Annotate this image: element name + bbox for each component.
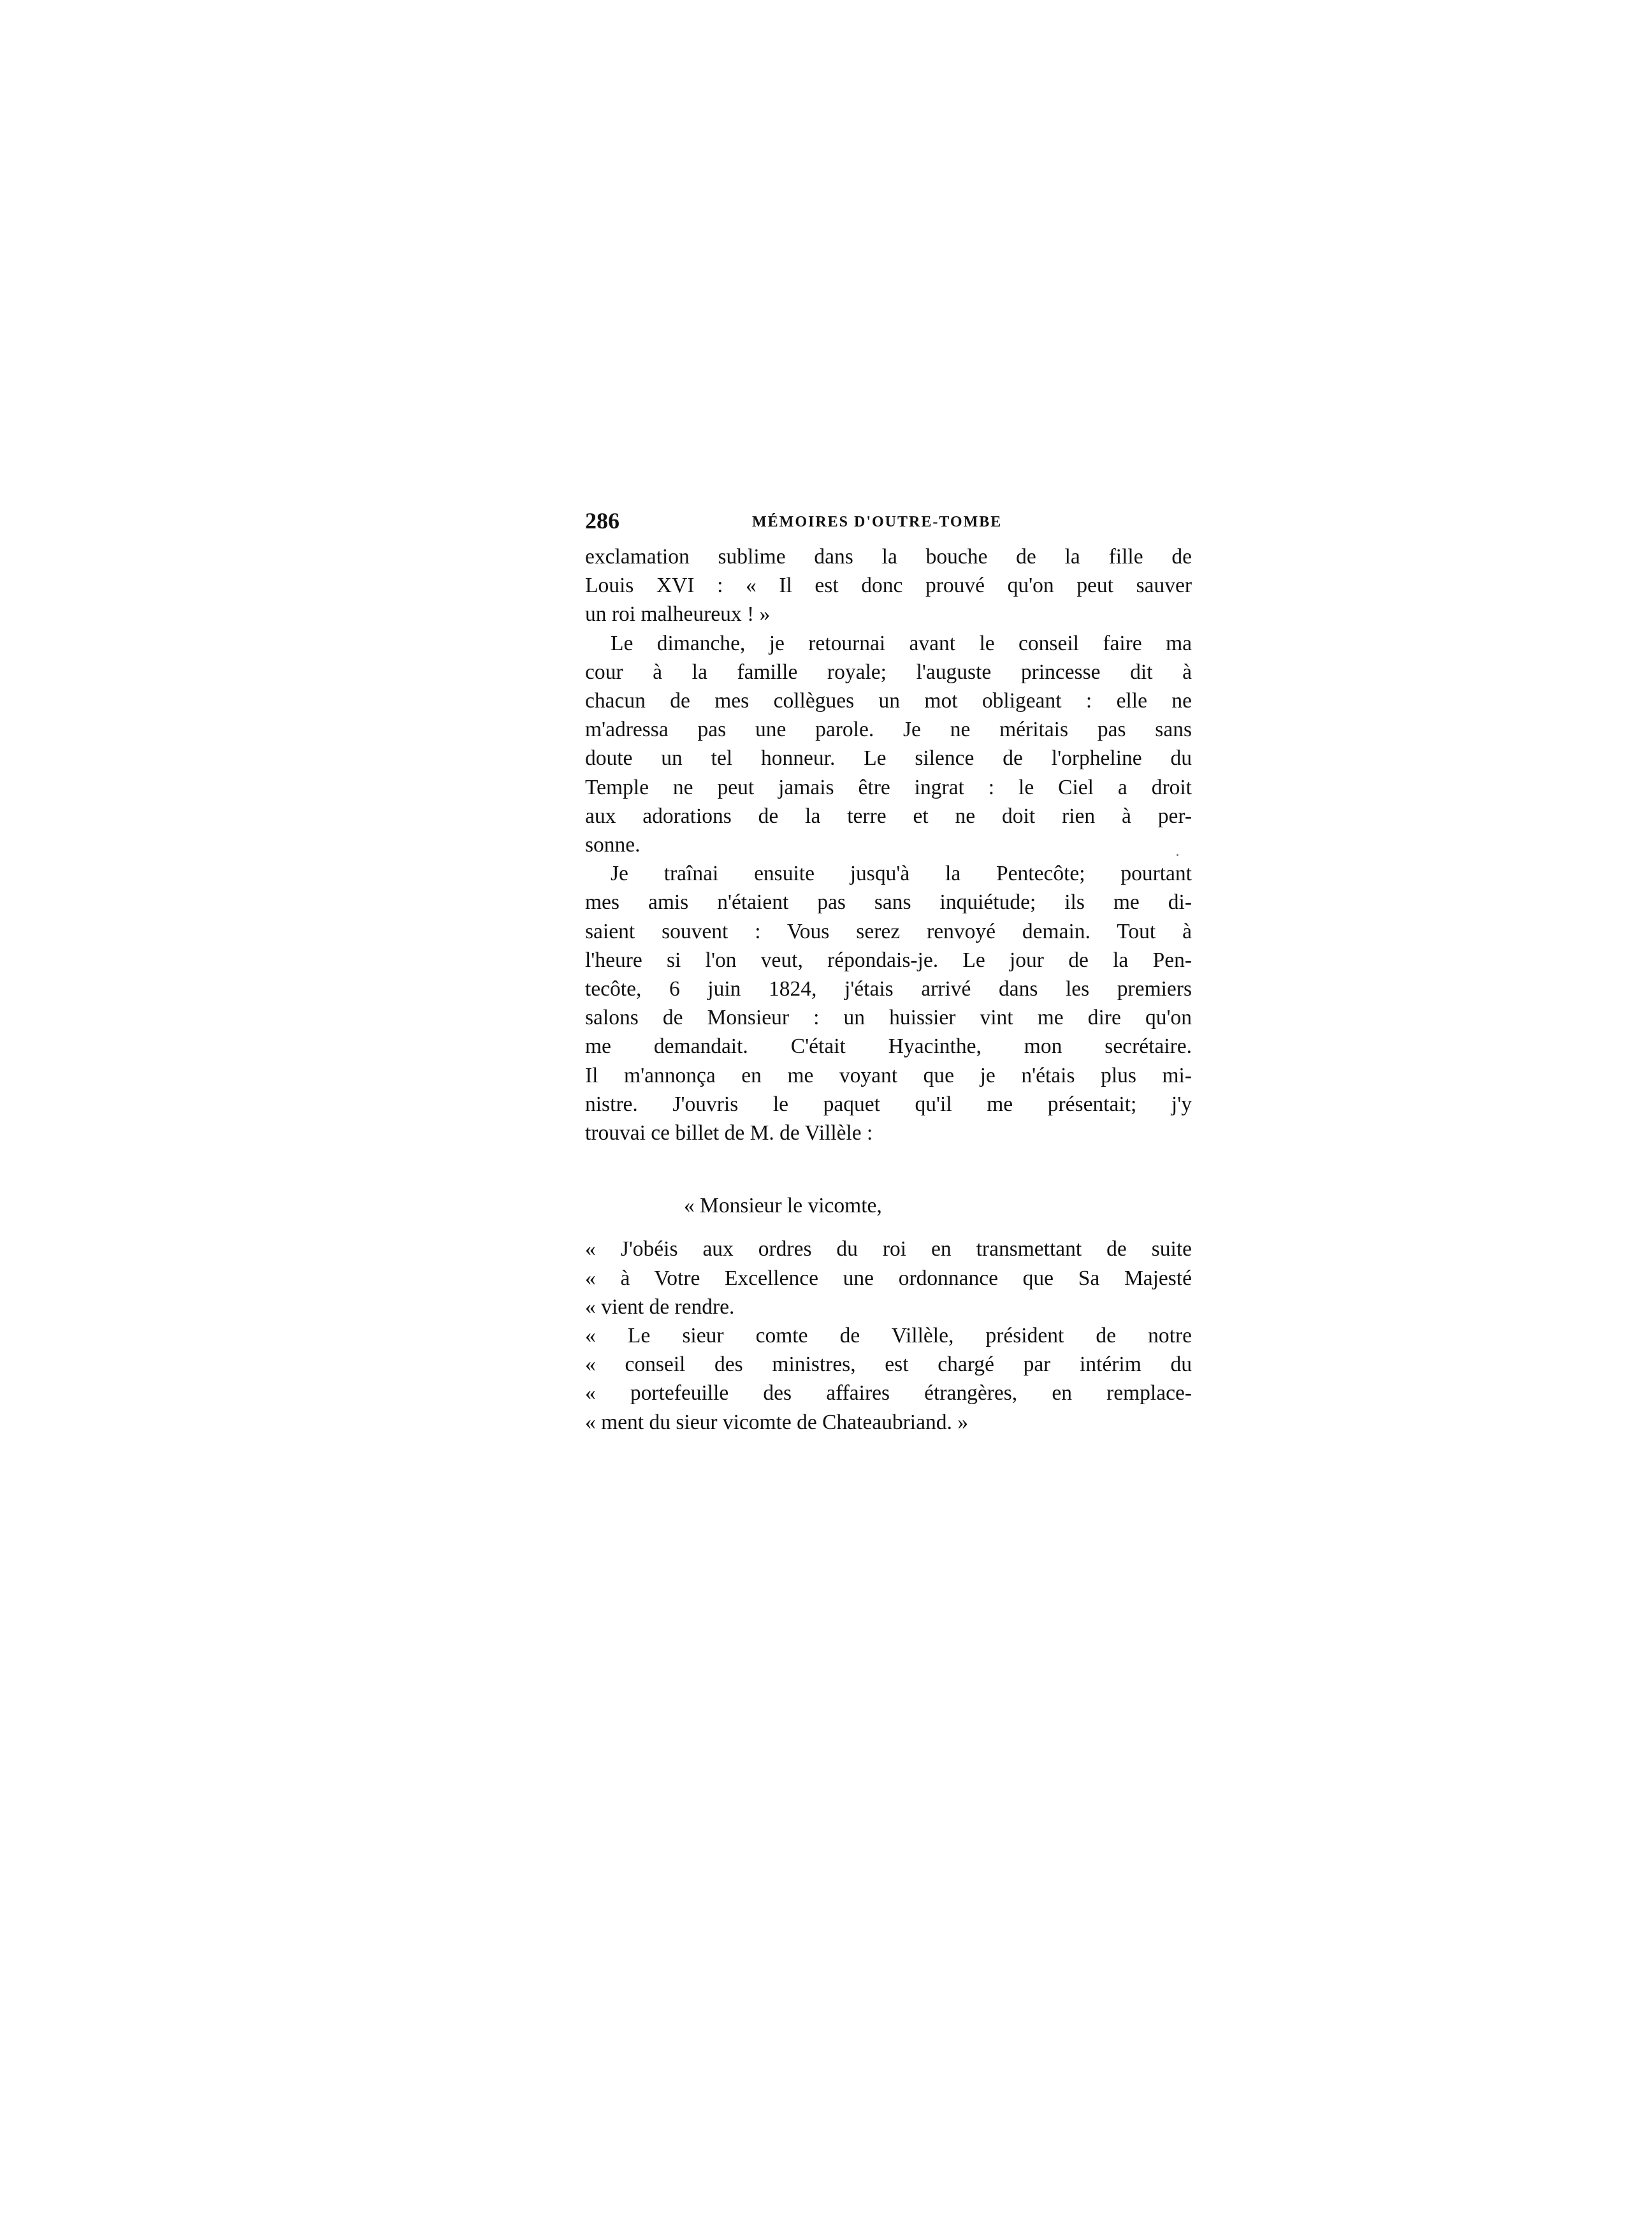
book-page — [585, 507, 1192, 1437]
text-line: un roi malheureux ! » — [585, 602, 771, 627]
text-line: Je traînai ensuite jusqu'à la Pentecôte; pourtant — [611, 862, 1192, 886]
text-line: chacun de mes collègues un mot obligeant : elle ne — [585, 689, 1192, 713]
text-line: exclamation sublime dans la bouche de la fille de — [585, 545, 1192, 569]
letter-line: « Le sieur comte de Villèle, président de notre — [585, 1324, 1192, 1348]
page-header — [585, 507, 1192, 542]
letter-line: « J'obéis aux ordres du roi en transmettant de suite — [585, 1237, 1192, 1261]
text-line: aux adorations de la terre et ne doit rien à per- — [585, 804, 1192, 828]
text-line: tecôte, 6 juin 1824, j'étais arrivé dans les premiers — [585, 977, 1192, 1001]
letter-line: « conseil des ministres, est chargé par intérim du — [585, 1353, 1192, 1377]
paragraph-3 — [585, 859, 1192, 1147]
text-line: salons de Monsieur : un huissier vint me dire qu'on — [585, 1006, 1192, 1030]
letter-line: « ment du sieur vicomte de Chateaubriand. » — [585, 1410, 968, 1434]
text-line: saient souvent : Vous serez renvoyé demain. Tout à — [585, 919, 1192, 943]
running-title: MÉMOIRES D'OUTRE-TOMBE — [752, 514, 1003, 530]
text-line: Temple ne peut jamais être ingrat : le Ciel a droit — [585, 775, 1192, 799]
text-line: m'adressa pas une parole. Je ne méritais pas sans — [585, 718, 1192, 742]
text-line: sonne. — [585, 833, 641, 857]
text-line: Louis XVI : « Il est donc prouvé qu'on peut sauver — [585, 574, 1192, 598]
text-line: trouvai ce billet de M. de Villèle : — [585, 1121, 873, 1145]
text-line: mes amis n'étaient pas sans inquiétude; ils me di- — [585, 890, 1192, 915]
text-line: cour à la famille royale; l'auguste princesse dit à — [585, 660, 1192, 684]
print-speck — [1177, 854, 1178, 856]
letter-line: « vient de rendre. — [585, 1295, 735, 1319]
letter-line: « à Votre Excellence une ordonnance que Sa Majesté — [585, 1266, 1192, 1290]
paragraph-1 — [585, 542, 1192, 629]
text-line: doute un tel honneur. Le silence de l'orpheline du — [585, 746, 1192, 771]
letter-paragraph-1 — [585, 1235, 1192, 1321]
letter-paragraph-2 — [585, 1321, 1192, 1437]
text-line: Il m'annonça en me voyant que je n'étais plus mi- — [585, 1063, 1192, 1087]
letter-line: « portefeuille des affaires étrangères, en remplace- — [585, 1381, 1192, 1405]
text-line: me demandait. C'était Hyacinthe, mon secrétaire. — [585, 1035, 1192, 1059]
text-line: l'heure si l'on veut, répondais-je. Le jour de la Pen- — [585, 948, 1192, 972]
text-line: nistre. J'ouvris le paquet qu'il me présentait; j'y — [585, 1092, 1192, 1116]
paragraph-2 — [585, 629, 1192, 860]
letter-salutation: « Monsieur le vicomte, — [684, 1194, 882, 1218]
text-line: Le dimanche, je retournai avant le conseil faire ma — [611, 631, 1192, 655]
page-number: 286 — [585, 508, 620, 534]
